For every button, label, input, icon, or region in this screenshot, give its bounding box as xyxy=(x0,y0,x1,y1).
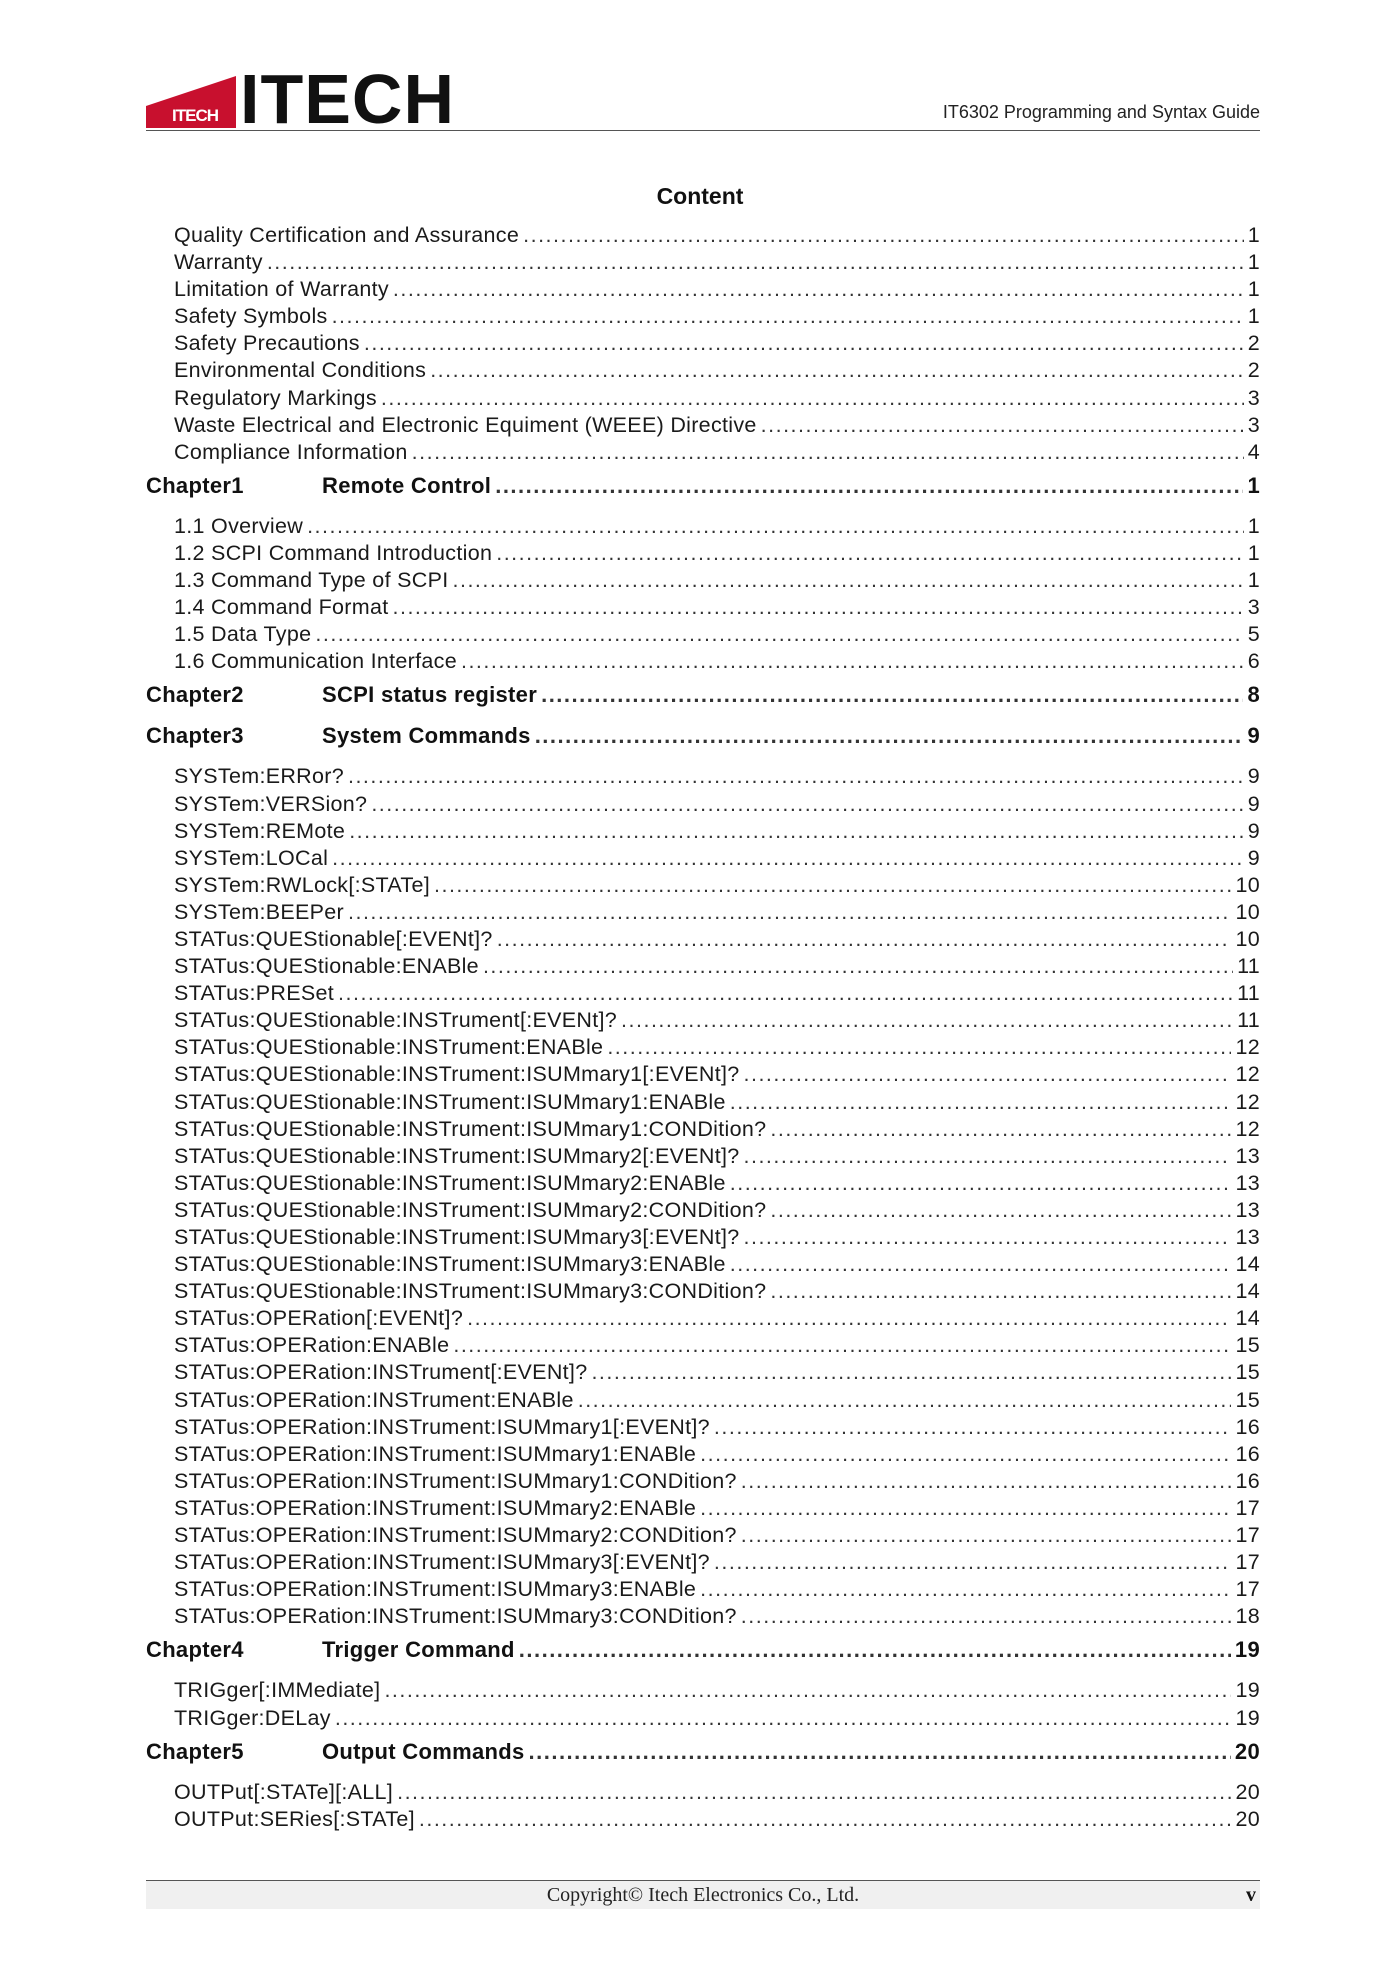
toc-page-number: 8 xyxy=(1247,682,1260,708)
toc-chapter-row[interactable] xyxy=(146,1738,1260,1766)
toc-entry-label: OUTPut[:STATe][:ALL] xyxy=(174,1779,394,1804)
toc-leader-dots xyxy=(591,1359,1231,1386)
toc-page-number: 16 xyxy=(1235,1414,1260,1439)
toc-entry-row[interactable] xyxy=(146,1549,1260,1576)
toc-entry-label: OUTPut:SERies[:STATe] xyxy=(174,1806,415,1831)
toc-entry-row[interactable] xyxy=(146,1677,1260,1704)
toc-leader-dots xyxy=(744,1061,1232,1088)
toc-entry-label: Compliance Information xyxy=(174,439,408,464)
toc-page-number: 17 xyxy=(1235,1577,1260,1602)
toc-entry-row[interactable] xyxy=(146,1806,1260,1833)
toc-leader-dots xyxy=(381,385,1244,412)
toc-leader-dots xyxy=(744,1224,1232,1251)
toc-page-number: 17 xyxy=(1235,1523,1260,1548)
toc-entry-row[interactable] xyxy=(146,1414,1260,1441)
toc-leader-dots xyxy=(397,1779,1231,1806)
toc-entry-label: 1.4 Command Format xyxy=(174,595,389,620)
toc-entry-label: STATus:QUEStionable:INSTrument:ISUMmary2[:EVENt]? xyxy=(174,1143,740,1168)
toc-entry-label: 1.3 Command Type of SCPI xyxy=(174,568,449,593)
toc-entry-label: Regulatory Markings xyxy=(174,385,377,410)
toc-entry-row[interactable] xyxy=(146,385,1260,412)
toc-entry-row[interactable] xyxy=(146,1278,1260,1305)
toc-leader-dots xyxy=(741,1522,1232,1549)
toc-leader-dots xyxy=(578,1387,1232,1414)
toc-entry-row[interactable] xyxy=(146,1576,1260,1603)
toc-leader-dots xyxy=(349,818,1244,845)
toc-entry-label: STATus:QUEStionable[:EVENt]? xyxy=(174,926,493,951)
toc-entry-row[interactable] xyxy=(146,791,1260,818)
toc-page-number: 1 xyxy=(1247,568,1260,593)
toc-page-number: 17 xyxy=(1235,1550,1260,1575)
toc-entry-row[interactable] xyxy=(146,1387,1260,1414)
toc-page-number: 1 xyxy=(1247,277,1260,302)
toc-entry-row[interactable] xyxy=(146,1705,1260,1732)
toc-page-number: 1 xyxy=(1247,472,1260,498)
toc-page-number: 9 xyxy=(1247,764,1260,789)
toc-entry-row[interactable] xyxy=(146,1359,1260,1386)
toc-page-number: 19 xyxy=(1235,1678,1260,1703)
toc-entry-label: Output Commands xyxy=(322,1738,525,1764)
toc-entry-label: STATus:OPERation:INSTrument:ISUMmary2:CONDition? xyxy=(174,1523,737,1548)
toc-entry-label: Environmental Conditions xyxy=(174,358,427,383)
toc-leader-dots xyxy=(434,872,1231,899)
page-number: v xyxy=(1246,1884,1256,1906)
toc-page-number: 13 xyxy=(1235,1143,1260,1168)
toc-leader-dots xyxy=(714,1549,1232,1576)
toc-leader-dots xyxy=(332,845,1244,872)
toc-leader-dots xyxy=(761,412,1244,439)
toc-entry-label: SYSTem:BEEPer xyxy=(174,899,344,924)
toc-page-number: 18 xyxy=(1235,1604,1260,1629)
toc-entry-row[interactable] xyxy=(146,1305,1260,1332)
toc-entry-label: SCPI status register xyxy=(322,682,538,708)
toc-leader-dots xyxy=(371,791,1243,818)
toc-entry-label: 1.5 Data Type xyxy=(174,622,312,647)
toc-leader-dots xyxy=(741,1468,1232,1495)
toc-entry-label: STATus:OPERation:INSTrument:ISUMmary1[:EVENt]? xyxy=(174,1414,710,1439)
toc-page-number: 5 xyxy=(1247,622,1260,647)
toc-page-number: 12 xyxy=(1235,1062,1260,1087)
toc-leader-dots xyxy=(338,980,1233,1007)
toc-page-number: 16 xyxy=(1235,1441,1260,1466)
toc-page-number: 14 xyxy=(1235,1279,1260,1304)
toc-leader-dots xyxy=(412,439,1244,466)
toc-entry-row[interactable] xyxy=(146,1779,1260,1806)
toc-entry-row[interactable] xyxy=(146,1170,1260,1197)
toc-leader-dots xyxy=(535,722,1244,750)
logo-wedge xyxy=(146,76,236,106)
toc-page-number: 16 xyxy=(1235,1468,1260,1493)
toc-entry-label: SYSTem:RWLock[:STATe] xyxy=(174,872,431,897)
toc-entry-row[interactable] xyxy=(146,276,1260,303)
toc-entry-row[interactable] xyxy=(146,1332,1260,1359)
toc-leader-dots xyxy=(700,1495,1231,1522)
toc-page-number: 1 xyxy=(1247,513,1260,538)
logo-small-text: ITECH xyxy=(172,106,218,125)
toc-page-number: 1 xyxy=(1247,250,1260,275)
toc-leader-dots xyxy=(497,926,1232,953)
toc-entry-label: STATus:OPERation:INSTrument:ISUMmary2:ENABle xyxy=(174,1495,697,1520)
toc-entry-row[interactable] xyxy=(146,926,1260,953)
toc-entry-label: STATus:OPERation:INSTrument:ISUMmary3[:EVENt]? xyxy=(174,1550,710,1575)
toc-leader-dots xyxy=(700,1576,1231,1603)
toc-page-number: 15 xyxy=(1235,1333,1260,1358)
toc-leader-dots xyxy=(730,1170,1232,1197)
toc-page-number: 15 xyxy=(1235,1360,1260,1385)
toc-entry-row[interactable] xyxy=(146,899,1260,926)
toc-entry-row[interactable] xyxy=(146,845,1260,872)
toc-entry-label: STATus:QUEStionable:INSTrument:ISUMmary1:ENABle xyxy=(174,1089,726,1114)
toc-entry-label: SYSTem:LOCal xyxy=(174,845,329,870)
toc-page-number: 14 xyxy=(1235,1252,1260,1277)
toc-entry-label: STATus:OPERation:INSTrument:ISUMmary1:CONDition? xyxy=(174,1468,737,1493)
toc-entry-label: STATus:OPERation:INSTrument:ISUMmary3:ENABle xyxy=(174,1577,697,1602)
toc-leader-dots xyxy=(607,1034,1231,1061)
toc-heading: Content xyxy=(656,183,744,209)
page-footer xyxy=(146,1880,1260,1909)
toc-leader-dots xyxy=(332,303,1244,330)
toc-entry-row[interactable] xyxy=(146,621,1260,648)
toc-entry-label: STATus:OPERation:INSTrument:ENABle xyxy=(174,1387,574,1412)
toc-entry-label: SYSTem:REMote xyxy=(174,818,346,843)
toc-leader-dots xyxy=(519,1636,1231,1664)
toc-entry-label: STATus:OPERation[:EVENt]? xyxy=(174,1306,464,1331)
toc-entry-label: STATus:QUEStionable:INSTrument:ISUMmary3:CONDition? xyxy=(174,1279,767,1304)
toc-leader-dots xyxy=(541,681,1243,709)
itech-logo xyxy=(146,60,466,138)
toc-entry-label: STATus:QUEStionable:ENABle xyxy=(174,954,479,979)
toc-page-number: 11 xyxy=(1237,954,1260,979)
toc-leader-dots xyxy=(744,1143,1232,1170)
toc-leader-dots xyxy=(307,513,1244,540)
toc-page-number: 1 xyxy=(1247,304,1260,329)
toc-chapter-number: Chapter5 xyxy=(146,1738,244,1764)
toc-leader-dots xyxy=(496,540,1244,567)
toc-entry-label: STATus:OPERation:ENABle xyxy=(174,1333,450,1358)
toc-chapter-row[interactable] xyxy=(146,722,1260,750)
toc-entry-row[interactable] xyxy=(146,540,1260,567)
toc-entry-label: Warranty xyxy=(174,250,263,275)
toc-leader-dots xyxy=(730,1089,1232,1116)
toc-chapter-number: Chapter2 xyxy=(146,682,244,708)
toc-entry-row[interactable] xyxy=(146,1224,1260,1251)
toc-leader-dots xyxy=(483,953,1233,980)
toc-entry-label: 1.2 SCPI Command Introduction xyxy=(174,540,493,565)
toc-page-number: 17 xyxy=(1235,1495,1260,1520)
toc-entry-label: SYSTem:ERRor? xyxy=(174,764,344,789)
toc-entry-label: TRIGger:DELay xyxy=(174,1705,331,1730)
toc-entry-row[interactable] xyxy=(146,1603,1260,1630)
toc-entry-label: Waste Electrical and Electronic Equiment (WEEE) Directive xyxy=(174,412,757,437)
toc-entry-label: 1.1 Overview xyxy=(174,513,304,538)
toc-leader-dots xyxy=(770,1278,1231,1305)
toc-entry-label: 1.6 Communication Interface xyxy=(174,649,457,674)
toc-entry-row[interactable] xyxy=(146,818,1260,845)
toc-leader-dots xyxy=(384,1677,1231,1704)
toc-entry-label: STATus:QUEStionable:INSTrument:ENABle xyxy=(174,1035,604,1060)
toc-entry-row[interactable] xyxy=(146,249,1260,276)
toc-leader-dots xyxy=(419,1806,1232,1833)
toc-entry-label: STATus:QUEStionable:INSTrument:ISUMmary1[:EVENt]? xyxy=(174,1062,740,1087)
toc-leader-dots xyxy=(393,276,1244,303)
toc-entry-label: STATus:OPERation:INSTrument:ISUMmary3:CONDition? xyxy=(174,1604,737,1629)
logo-wordmark: ITECH xyxy=(240,60,455,138)
toc-leader-dots xyxy=(315,621,1243,648)
toc-page-number: 20 xyxy=(1234,1738,1260,1764)
toc-leader-dots xyxy=(453,1332,1231,1359)
toc-entry-row[interactable] xyxy=(146,303,1260,330)
toc-page-number: 3 xyxy=(1247,385,1260,410)
toc-entry-row[interactable] xyxy=(146,567,1260,594)
toc-leader-dots xyxy=(335,1705,1232,1732)
toc-entry-label: Remote Control xyxy=(322,472,492,498)
toc-page-number: 12 xyxy=(1235,1035,1260,1060)
toc-leader-dots xyxy=(714,1414,1232,1441)
toc-entry-row[interactable] xyxy=(146,513,1260,540)
toc-entry-row[interactable] xyxy=(146,1007,1260,1034)
toc-page-number: 6 xyxy=(1247,649,1260,674)
toc-entry-row[interactable] xyxy=(146,1522,1260,1549)
toc-leader-dots xyxy=(453,567,1244,594)
toc-entry-row[interactable] xyxy=(146,412,1260,439)
toc-entry-row[interactable] xyxy=(146,953,1260,980)
toc-page-number: 13 xyxy=(1235,1170,1260,1195)
toc-leader-dots xyxy=(741,1603,1232,1630)
toc-entry-row[interactable] xyxy=(146,1468,1260,1495)
toc-entry-row[interactable] xyxy=(146,1116,1260,1143)
toc-entry-row[interactable] xyxy=(146,594,1260,621)
toc-leader-dots xyxy=(467,1305,1231,1332)
toc-leader-dots xyxy=(393,594,1244,621)
toc-chapter-number: Chapter4 xyxy=(146,1637,244,1663)
document-title: IT6302 Programming and Syntax Guide xyxy=(942,102,1260,122)
toc-leader-dots xyxy=(770,1116,1231,1143)
toc-page-number: 9 xyxy=(1247,723,1260,749)
toc-entry-row[interactable] xyxy=(146,1251,1260,1278)
toc-entry-row[interactable] xyxy=(146,1197,1260,1224)
toc-entry-label: Safety Precautions xyxy=(174,331,360,356)
toc-entry-row[interactable] xyxy=(146,648,1260,675)
toc-entry-row[interactable] xyxy=(146,439,1260,466)
toc-page-number: 10 xyxy=(1235,926,1260,951)
toc-entry-row[interactable] xyxy=(146,330,1260,357)
toc-page-number: 1 xyxy=(1247,223,1260,247)
toc-entry-label: TRIGger[:IMMediate] xyxy=(174,1678,381,1703)
toc-page-number: 19 xyxy=(1234,1637,1260,1663)
toc-entry-row[interactable] xyxy=(146,872,1260,899)
toc-page-number: 4 xyxy=(1247,439,1260,464)
toc-page-number: 20 xyxy=(1235,1779,1260,1804)
toc-page-number: 9 xyxy=(1247,791,1260,816)
toc-entry-label: STATus:OPERation:INSTrument[:EVENt]? xyxy=(174,1360,588,1385)
toc-leader-dots xyxy=(770,1197,1231,1224)
toc-leader-dots xyxy=(348,763,1244,790)
toc-entry-label: STATus:QUEStionable:INSTrument:ISUMmary3[:EVENt]? xyxy=(174,1225,740,1249)
toc-page-number: 11 xyxy=(1237,981,1260,1006)
toc-entry-label: STATus:QUEStionable:INSTrument:ISUMmary1:CONDition? xyxy=(174,1116,767,1141)
toc-entry-row[interactable] xyxy=(146,1441,1260,1468)
toc-entry-row[interactable] xyxy=(146,1143,1260,1170)
toc-entry-label: STATus:PRESet xyxy=(174,981,335,1006)
toc-chapter-row[interactable] xyxy=(146,681,1260,709)
page-header xyxy=(146,60,1260,138)
toc-page-number: 2 xyxy=(1247,358,1260,383)
toc-leader-dots xyxy=(523,222,1244,249)
logo-mark xyxy=(146,76,236,128)
toc-entry-label: Trigger Command xyxy=(322,1637,515,1663)
toc-entry-label: System Commands xyxy=(322,723,531,749)
toc-page-number: 9 xyxy=(1247,845,1260,870)
toc-entry-row[interactable] xyxy=(146,1089,1260,1116)
toc-leader-dots xyxy=(495,472,1243,500)
toc-leader-dots xyxy=(621,1007,1233,1034)
toc-page-number: 12 xyxy=(1235,1089,1260,1114)
toc-entry-label: SYSTem:VERSion? xyxy=(174,791,368,816)
toc-entry-row[interactable] xyxy=(146,1061,1260,1088)
toc-entry-label: STATus:QUEStionable:INSTrument:ISUMmary3:ENABle xyxy=(174,1252,726,1277)
toc-chapter-number: Chapter1 xyxy=(146,472,244,498)
toc-leader-dots xyxy=(529,1738,1231,1766)
toc-page-number: 2 xyxy=(1247,331,1260,356)
toc-entry-label: Limitation of Warranty xyxy=(174,277,389,302)
toc-chapter-row[interactable] xyxy=(146,1636,1260,1664)
toc-page-number: 3 xyxy=(1247,595,1260,620)
toc-page-number: 10 xyxy=(1235,899,1260,924)
toc-entry-label: STATus:QUEStionable:INSTrument:ISUMmary2:CONDition? xyxy=(174,1197,767,1222)
toc-entry-label: STATus:QUEStionable:INSTrument[:EVENt]? xyxy=(174,1008,618,1033)
toc-chapter-row[interactable] xyxy=(146,472,1260,500)
toc-leader-dots xyxy=(267,249,1244,276)
toc-entry-label: STATus:OPERation:INSTrument:ISUMmary1:ENABle xyxy=(174,1441,697,1466)
toc-chapter-number: Chapter3 xyxy=(146,723,244,749)
toc-entry-row[interactable] xyxy=(146,357,1260,384)
toc-entry-label: Quality Certification and Assurance xyxy=(174,223,520,247)
toc-page-number: 20 xyxy=(1235,1806,1260,1831)
toc-entry-row[interactable] xyxy=(146,1495,1260,1522)
toc-page-number: 10 xyxy=(1235,872,1260,897)
toc-page-number: 13 xyxy=(1235,1197,1260,1222)
table-of-contents xyxy=(146,222,1260,1833)
toc-leader-dots xyxy=(700,1441,1231,1468)
toc-page-number: 12 xyxy=(1235,1116,1260,1141)
toc-page-number: 13 xyxy=(1235,1225,1260,1249)
toc-page-number: 3 xyxy=(1247,412,1260,437)
toc-page-number: 15 xyxy=(1235,1387,1260,1412)
toc-entry-label: Safety Symbols xyxy=(174,304,328,329)
toc-entry-row[interactable] xyxy=(146,980,1260,1007)
toc-page-number: 11 xyxy=(1237,1008,1260,1033)
copyright-text: Copyright© Itech Electronics Co., Ltd. xyxy=(546,1884,860,1906)
toc-entry-row[interactable] xyxy=(146,1034,1260,1061)
toc-leader-dots xyxy=(461,648,1244,675)
toc-entry-row[interactable] xyxy=(146,222,1260,249)
toc-entry-label: STATus:QUEStionable:INSTrument:ISUMmary2:ENABle xyxy=(174,1170,726,1195)
toc-page-number: 1 xyxy=(1247,540,1260,565)
toc-leader-dots xyxy=(730,1251,1232,1278)
toc-page-number: 9 xyxy=(1247,818,1260,843)
toc-page-number: 14 xyxy=(1235,1306,1260,1331)
toc-leader-dots xyxy=(348,899,1231,926)
toc-leader-dots xyxy=(430,357,1244,384)
toc-page-number: 19 xyxy=(1235,1705,1260,1730)
toc-entry-row[interactable] xyxy=(146,763,1260,790)
toc-leader-dots xyxy=(364,330,1244,357)
